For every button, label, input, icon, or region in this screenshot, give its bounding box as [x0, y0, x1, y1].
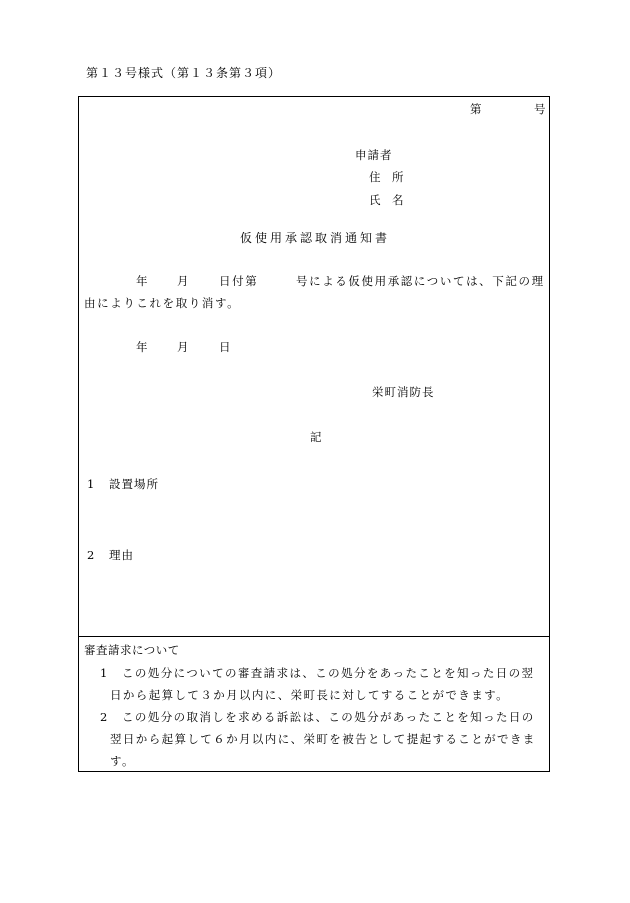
notice-title: 審査請求について — [84, 643, 180, 657]
notice-divider — [78, 636, 550, 637]
date-month: 月 — [177, 340, 189, 354]
body-month: 月 — [177, 274, 191, 288]
item-1-number: 1 — [87, 477, 95, 491]
body-line1-rest: 号による仮使用承認については、下記の理 — [296, 274, 545, 288]
page-title: 仮使用承認取消通知書 — [240, 231, 391, 245]
body-line2: 由によりこれを取り消す。 — [84, 296, 241, 310]
item-2-label: 理由 — [109, 548, 134, 562]
issuer: 栄町消防長 — [372, 385, 435, 399]
item-2-number: 2 — [87, 548, 95, 562]
doc-number-dai: 第 — [470, 102, 482, 116]
notice-item-2-line1: この処分の取消しを求める訴訟は、この処分があったことを知った日の — [122, 710, 535, 724]
body-day-number: 日付第 — [219, 274, 259, 288]
applicant-label: 申請者 — [355, 148, 393, 162]
date-year: 年 — [136, 340, 148, 354]
notice-item-2-line3: す。 — [110, 754, 135, 768]
body-year: 年 — [136, 274, 150, 288]
doc-number-go: 号 — [534, 102, 546, 116]
item-1-label: 設置場所 — [109, 477, 159, 491]
ki-label: 記 — [310, 430, 322, 444]
form-label: 第１３号様式（第１３条第３項） — [86, 66, 282, 80]
notice-item-1-number: 1 — [100, 666, 108, 680]
notice-item-2-line2: 翌日から起算して６か月以内に、栄町を被告として提起することができま — [110, 732, 536, 746]
notice-item-1-line2: 日から起算して３か月以内に、栄町長に対してすることができます。 — [110, 688, 509, 702]
applicant-name: 氏 名 — [369, 193, 404, 207]
notice-item-2-number: 2 — [100, 710, 108, 724]
notice-item-1-line1: この処分についての審査請求は、この処分をあったことを知った日の翌 — [122, 666, 535, 680]
applicant-address: 住 所 — [369, 170, 404, 184]
date-day: 日 — [219, 340, 231, 354]
